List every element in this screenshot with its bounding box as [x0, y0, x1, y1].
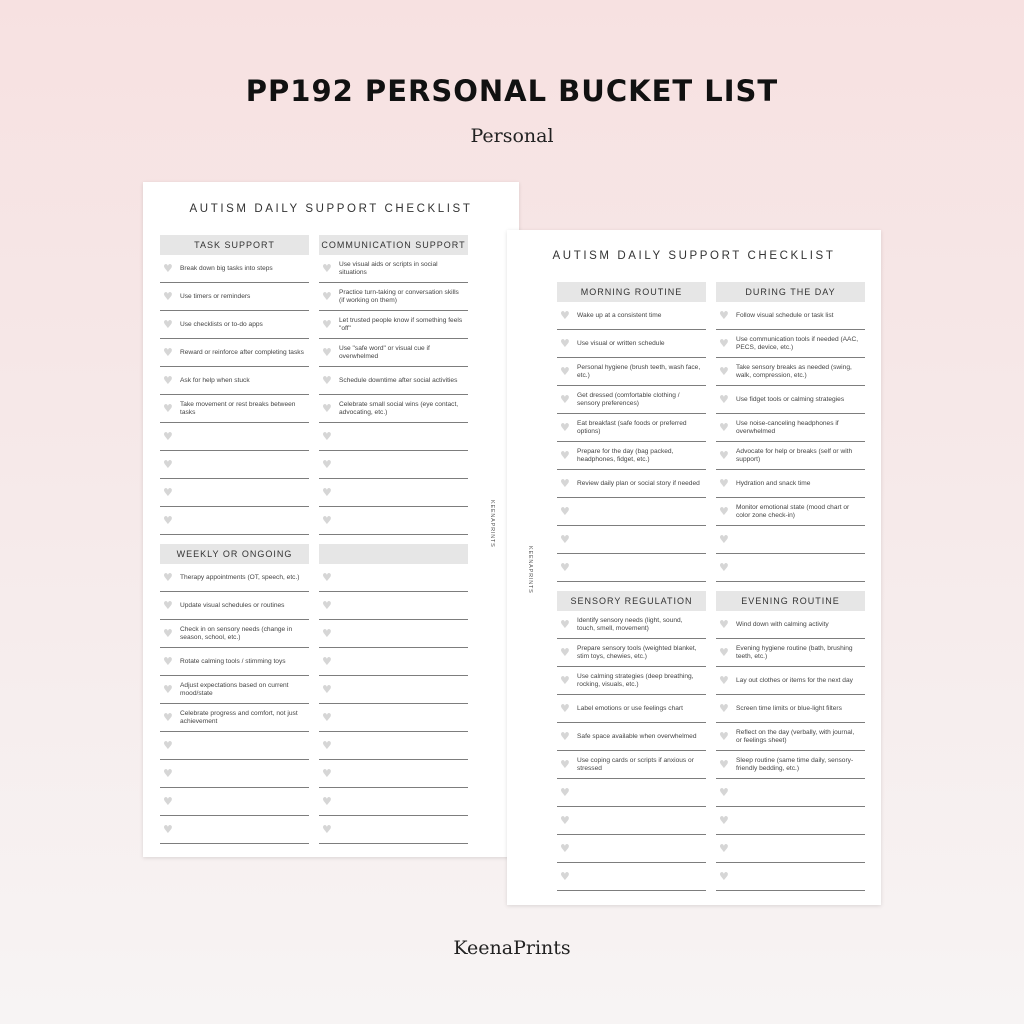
checklist-row — [557, 442, 706, 470]
checklist-title: AUTISM DAILY SUPPORT CHECKLIST — [552, 250, 836, 262]
checklist-row — [557, 386, 706, 414]
checklist-row — [160, 564, 309, 592]
checklist-row — [716, 723, 865, 751]
checklist-row — [319, 367, 468, 395]
heart-icon: ♥ — [560, 337, 570, 350]
checklist-row — [557, 470, 706, 498]
checklist-row — [557, 526, 706, 554]
checklist-item-text: Use noise-canceling headphones if overwhelmed — [736, 419, 839, 435]
checklist-row — [160, 676, 309, 704]
heart-icon: ♥ — [322, 486, 332, 499]
checklist-row — [557, 695, 706, 723]
heart-icon: ♥ — [322, 823, 332, 836]
heart-icon: ♥ — [719, 533, 729, 546]
page-subtitle: Personal — [470, 125, 554, 147]
checklist-item-text: Safe space available when overwhelmed — [577, 732, 697, 740]
heart-icon: ♥ — [719, 814, 729, 827]
heart-icon: ♥ — [163, 374, 173, 387]
checklist-row — [557, 414, 706, 442]
checklist-block — [557, 282, 706, 582]
heart-icon: ♥ — [719, 477, 729, 490]
heart-icon: ♥ — [322, 402, 332, 415]
heart-icon: ♥ — [322, 290, 332, 303]
checklist-row — [160, 423, 309, 451]
checklist-row — [557, 330, 706, 358]
heart-icon: ♥ — [560, 561, 570, 574]
heart-icon: ♥ — [719, 646, 729, 659]
section-heading: DURING THE DAY — [716, 282, 865, 302]
heart-icon: ♥ — [163, 739, 173, 752]
section-heading: SENSORY REGULATION — [557, 591, 706, 611]
heart-icon: ♥ — [560, 814, 570, 827]
checklist-block — [716, 282, 865, 582]
heart-icon: ♥ — [163, 655, 173, 668]
checklist-item-text: Take sensory breaks as needed (swing, walk, compression, etc.) — [736, 363, 852, 379]
heart-icon: ♥ — [322, 739, 332, 752]
checklist-row — [160, 648, 309, 676]
heart-icon: ♥ — [719, 309, 729, 322]
checklist-row — [716, 358, 865, 386]
heart-icon: ♥ — [322, 711, 332, 724]
checklist-item-text: Use coping cards or scripts if anxious or stressed — [577, 756, 694, 772]
checklist-row — [557, 863, 706, 891]
checklist-item-text: Use "safe word" or visual cue if overwhelmed — [339, 344, 430, 360]
heart-icon: ♥ — [560, 533, 570, 546]
heart-icon: ♥ — [322, 767, 332, 780]
section-heading: EVENING ROUTINE — [716, 591, 865, 611]
checklist-row — [557, 611, 706, 639]
checklist-row — [716, 835, 865, 863]
checklist-title: AUTISM DAILY SUPPORT CHECKLIST — [189, 203, 473, 215]
heart-icon: ♥ — [560, 674, 570, 687]
checklist-item-text: Let trusted people know if something feels "off" — [339, 316, 463, 332]
checklist-row — [716, 863, 865, 891]
checklist-item-text: Reflect on the day (verbally, with journal, or feelings sheet) — [736, 728, 855, 744]
checklist-row — [557, 554, 706, 582]
checklist-item-text: Use timers or reminders — [180, 292, 251, 300]
checklist-row — [319, 592, 468, 620]
heart-icon: ♥ — [560, 618, 570, 631]
checklist-item-text: Use calming strategies (deep breathing, rocking, visuals, etc.) — [577, 672, 694, 688]
heart-icon: ♥ — [322, 430, 332, 443]
checklist-row — [716, 807, 865, 835]
heart-icon: ♥ — [163, 627, 173, 640]
heart-icon: ♥ — [560, 421, 570, 434]
heart-icon: ♥ — [163, 514, 173, 527]
checklist-item-text: Advocate for help or breaks (self or with support) — [736, 447, 853, 463]
checklist-row — [557, 498, 706, 526]
checklist-row — [557, 358, 706, 386]
checklist-block — [319, 544, 468, 844]
heart-icon: ♥ — [163, 430, 173, 443]
heart-icon: ♥ — [560, 449, 570, 462]
checklist-block — [160, 235, 309, 535]
checklist-block — [557, 591, 706, 891]
checklist-block — [716, 591, 865, 891]
checklist-item-text: Lay out clothes or items for the next day — [736, 676, 853, 684]
checklist-item-text: Personal hygiene (brush teeth, wash face, etc.) — [577, 363, 701, 379]
checklist-block — [319, 235, 468, 535]
heart-icon: ♥ — [560, 365, 570, 378]
heart-icon: ♥ — [163, 262, 173, 275]
heart-icon: ♥ — [719, 505, 729, 518]
checklist-row — [160, 592, 309, 620]
checklist-row — [319, 648, 468, 676]
checklist-item-text: Prepare sensory tools (weighted blanket, stim toys, chewies, etc.) — [577, 644, 697, 660]
heart-icon: ♥ — [163, 402, 173, 415]
checklist-item-text: Wind down with calming activity — [736, 620, 829, 628]
checklist-item-text: Reward or reinforce after completing tasks — [180, 348, 304, 356]
heart-icon: ♥ — [163, 290, 173, 303]
checklist-item-text: Therapy appointments (OT, speech, etc.) — [180, 573, 300, 581]
checklist-item-text: Evening hygiene routine (bath, brushing teeth, etc.) — [736, 644, 853, 660]
heart-icon: ♥ — [322, 458, 332, 471]
checklist-item-text: Celebrate progress and comfort, not just achievement — [180, 709, 298, 725]
checklist-row — [319, 816, 468, 844]
section-heading: MORNING ROUTINE — [557, 282, 706, 302]
checklist-item-text: Celebrate small social wins (eye contact, advocating, etc.) — [339, 400, 459, 416]
heart-icon: ♥ — [560, 646, 570, 659]
checklist-row — [716, 386, 865, 414]
brand-side-mark: KEENAPRINTS — [527, 546, 533, 594]
checklist-row — [716, 414, 865, 442]
checklist-item-text: Adjust expectations based on current mood/state — [180, 681, 289, 697]
checklist-item-text: Prepare for the day (bag packed, headphones, fidget, etc.) — [577, 447, 674, 463]
checklist-row — [716, 611, 865, 639]
checklist-row — [319, 395, 468, 423]
checklist-row — [319, 423, 468, 451]
checklist-item-text: Use visual or written schedule — [577, 339, 665, 347]
checklist-item-text: Eat breakfast (safe foods or preferred options) — [577, 419, 687, 435]
checklist-row — [160, 760, 309, 788]
heart-icon: ♥ — [719, 393, 729, 406]
heart-icon: ♥ — [322, 346, 332, 359]
checklist-row — [160, 479, 309, 507]
checklist-row — [319, 620, 468, 648]
checklist-row — [716, 470, 865, 498]
checklist-row — [160, 704, 309, 732]
checklist-row — [160, 507, 309, 535]
checklist-row — [319, 339, 468, 367]
checklist-row — [319, 255, 468, 283]
checklist-item-text: Rotate calming tools / stimming toys — [180, 657, 286, 665]
checklist-row — [557, 723, 706, 751]
heart-icon: ♥ — [322, 318, 332, 331]
heart-icon: ♥ — [719, 870, 729, 883]
checklist-row — [160, 816, 309, 844]
checklist-item-text: Hydration and snack time — [736, 479, 811, 487]
heart-icon: ♥ — [719, 561, 729, 574]
checklist-row — [716, 779, 865, 807]
checklist-row — [160, 255, 309, 283]
checklist-row — [716, 498, 865, 526]
heart-icon: ♥ — [560, 309, 570, 322]
heart-icon: ♥ — [719, 786, 729, 799]
checklist-row — [557, 302, 706, 330]
heart-icon: ♥ — [163, 486, 173, 499]
section-heading — [319, 544, 468, 564]
heart-icon: ♥ — [560, 477, 570, 490]
checklist-item-text: Monitor emotional state (mood chart or color zone check-in) — [736, 503, 850, 519]
checklist-row — [319, 564, 468, 592]
checklist-row — [319, 760, 468, 788]
checklist-row — [319, 704, 468, 732]
heart-icon: ♥ — [560, 870, 570, 883]
heart-icon: ♥ — [560, 786, 570, 799]
checklist-row — [716, 526, 865, 554]
heart-icon: ♥ — [719, 421, 729, 434]
checklist-item-text: Identify sensory needs (light, sound, touch, smell, movement) — [577, 616, 683, 632]
heart-icon: ♥ — [719, 449, 729, 462]
checklist-row — [160, 367, 309, 395]
brand-name: KeenaPrints — [453, 937, 571, 959]
checklist-row — [557, 779, 706, 807]
checklist-row — [160, 311, 309, 339]
heart-icon: ♥ — [163, 767, 173, 780]
heart-icon: ♥ — [322, 262, 332, 275]
checklist-item-text: Review daily plan or social story if needed — [577, 479, 700, 487]
heart-icon: ♥ — [560, 393, 570, 406]
checklist-row — [160, 451, 309, 479]
heart-icon: ♥ — [163, 795, 173, 808]
heart-icon: ♥ — [560, 730, 570, 743]
checklist-row — [716, 639, 865, 667]
checklist-item-text: Screen time limits or blue-light filters — [736, 704, 842, 712]
page-title: PP192 PERSONAL BUCKET LIST — [245, 74, 779, 108]
heart-icon: ♥ — [560, 758, 570, 771]
checklist-row — [557, 835, 706, 863]
planner-page-right — [507, 230, 881, 905]
checklist-item-text: Use fidget tools or calming strategies — [736, 395, 845, 403]
heart-icon: ♥ — [719, 674, 729, 687]
checklist-row — [160, 283, 309, 311]
heart-icon: ♥ — [163, 683, 173, 696]
checklist-item-text: Schedule downtime after social activities — [339, 376, 458, 384]
checklist-item-text: Sleep routine (same time daily, sensory-friendly bedding, etc.) — [736, 756, 854, 772]
checklist-row — [716, 302, 865, 330]
checklist-row — [319, 451, 468, 479]
checklist-item-text: Update visual schedules or routines — [180, 601, 285, 609]
checklist-row — [160, 732, 309, 760]
checklist-row — [557, 807, 706, 835]
checklist-row — [716, 751, 865, 779]
heart-icon: ♥ — [322, 514, 332, 527]
heart-icon: ♥ — [163, 823, 173, 836]
checklist-item-text: Use visual aids or scripts in social situations — [339, 260, 438, 276]
heart-icon: ♥ — [322, 571, 332, 584]
checklist-item-text: Get dressed (comfortable clothing / sensory preferences) — [577, 391, 680, 407]
checklist-item-text: Wake up at a consistent time — [577, 311, 662, 319]
checklist-row — [319, 479, 468, 507]
heart-icon: ♥ — [322, 795, 332, 808]
heart-icon: ♥ — [719, 842, 729, 855]
checklist-row — [319, 311, 468, 339]
checklist-row — [160, 395, 309, 423]
checklist-row — [557, 667, 706, 695]
heart-icon: ♥ — [719, 337, 729, 350]
checklist-row — [319, 283, 468, 311]
checklist-row — [319, 732, 468, 760]
checklist-row — [716, 695, 865, 723]
heart-icon: ♥ — [163, 318, 173, 331]
checklist-item-text: Practice turn-taking or conversation skills (if working on them) — [339, 288, 459, 304]
checklist-row — [160, 788, 309, 816]
checklist-item-text: Use checklists or to-do apps — [180, 320, 263, 328]
checklist-row — [716, 330, 865, 358]
checklist-item-text: Check in on sensory needs (change in season, school, etc.) — [180, 625, 293, 641]
heart-icon: ♥ — [163, 599, 173, 612]
heart-icon: ♥ — [719, 758, 729, 771]
heart-icon: ♥ — [560, 702, 570, 715]
checklist-row — [319, 507, 468, 535]
checklist-item-text: Label emotions or use feelings chart — [577, 704, 683, 712]
checklist-block — [160, 544, 309, 844]
checklist-item-text: Break down big tasks into steps — [180, 264, 273, 272]
checklist-row — [160, 620, 309, 648]
heart-icon: ♥ — [719, 730, 729, 743]
checklist-item-text: Use communication tools if needed (AAC, PECS, device, etc.) — [736, 335, 859, 351]
section-heading: TASK SUPPORT — [160, 235, 309, 255]
heart-icon: ♥ — [560, 505, 570, 518]
checklist-item-text: Follow visual schedule or task list — [736, 311, 834, 319]
planner-page-left — [143, 182, 519, 857]
heart-icon: ♥ — [163, 711, 173, 724]
checklist-row — [716, 667, 865, 695]
heart-icon: ♥ — [719, 365, 729, 378]
heart-icon: ♥ — [322, 655, 332, 668]
checklist-row — [319, 788, 468, 816]
checklist-row — [319, 676, 468, 704]
heart-icon: ♥ — [322, 374, 332, 387]
checklist-item-text: Take movement or rest breaks between tasks — [180, 400, 296, 416]
section-heading: WEEKLY OR ONGOING — [160, 544, 309, 564]
checklist-row — [716, 554, 865, 582]
brand-side-mark: KEENAPRINTS — [489, 500, 495, 548]
checklist-row — [557, 639, 706, 667]
heart-icon: ♥ — [163, 346, 173, 359]
heart-icon: ♥ — [719, 702, 729, 715]
heart-icon: ♥ — [322, 683, 332, 696]
checklist-row — [716, 442, 865, 470]
heart-icon: ♥ — [163, 571, 173, 584]
heart-icon: ♥ — [163, 458, 173, 471]
checklist-row — [160, 339, 309, 367]
checklist-row — [557, 751, 706, 779]
heart-icon: ♥ — [560, 842, 570, 855]
section-heading: COMMUNICATION SUPPORT — [319, 235, 468, 255]
heart-icon: ♥ — [322, 627, 332, 640]
heart-icon: ♥ — [719, 618, 729, 631]
heart-icon: ♥ — [322, 599, 332, 612]
checklist-item-text: Ask for help when stuck — [180, 376, 250, 384]
